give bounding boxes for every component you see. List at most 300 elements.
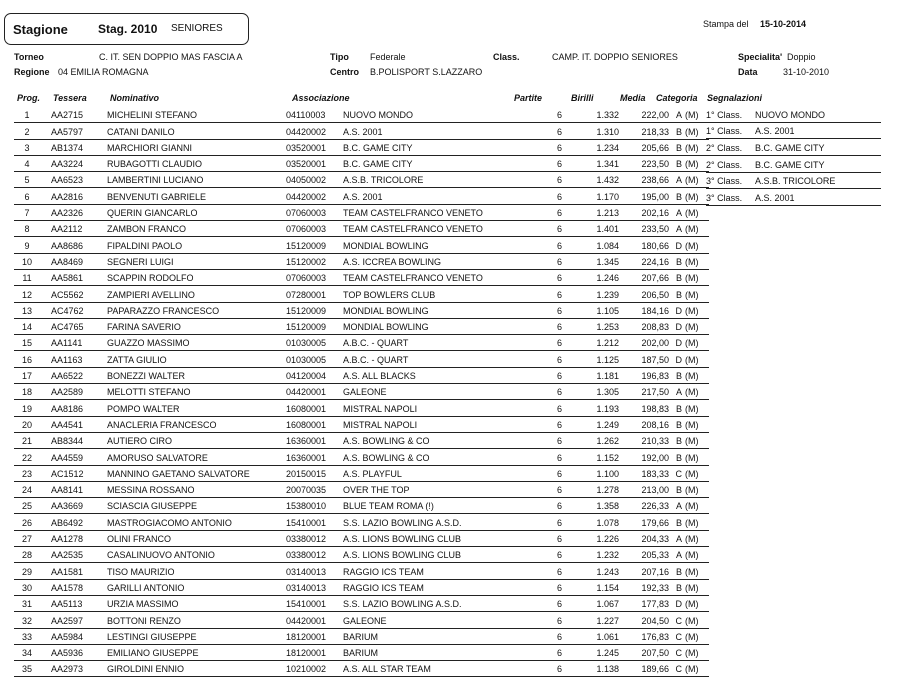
nominativo-cell: GUAZZO MASSIMO — [107, 335, 286, 351]
associazione-cell: MONDIAL BOWLING — [343, 302, 511, 318]
codice-cell: 04420001 — [286, 384, 343, 400]
segnalazioni-table — [706, 106, 881, 206]
birilli-cell: 1.245 — [566, 644, 626, 660]
categoria-cell: A — [669, 384, 685, 400]
categoria-cell: C — [669, 628, 685, 644]
associazione-cell: TEAM CASTELFRANCO VENETO — [343, 269, 511, 285]
nominativo-cell: RUBAGOTTI CLAUDIO — [107, 155, 286, 171]
media-cell: 233,50 — [626, 221, 669, 237]
table-row — [14, 400, 709, 416]
partite-cell: 6 — [511, 367, 566, 383]
partite-cell: 6 — [511, 269, 566, 285]
associazione-cell: MISTRAL NAPOLI — [343, 416, 511, 432]
table-row — [14, 155, 709, 171]
tessera-cell: AA2535 — [40, 547, 107, 563]
media-cell: 207,50 — [626, 644, 669, 660]
codice-cell: 07060003 — [286, 269, 343, 285]
codice-cell: 04420001 — [286, 612, 343, 628]
categoria-cell: B — [669, 188, 685, 204]
centro-label: Centro — [330, 67, 359, 77]
birilli-cell: 1.243 — [566, 563, 626, 579]
partite-cell: 6 — [511, 416, 566, 432]
prog-cell: 33 — [14, 628, 40, 644]
categoria-cell: A — [669, 498, 685, 514]
codice-cell: 04420002 — [286, 123, 343, 139]
media-cell: 180,66 — [626, 237, 669, 253]
nominativo-cell: MELOTTI STEFANO — [107, 384, 286, 400]
birilli-cell: 1.227 — [566, 612, 626, 628]
prog-cell: 12 — [14, 286, 40, 302]
associazione-cell: RAGGIO ICS TEAM — [343, 563, 511, 579]
tessera-cell: AB8344 — [40, 432, 107, 448]
partite-cell: 6 — [511, 432, 566, 448]
tessera-cell: AC4762 — [40, 302, 107, 318]
categoria-cell: C — [669, 465, 685, 481]
codice-cell: 15410001 — [286, 595, 343, 611]
col-media: Media — [620, 93, 646, 103]
prog-cell: 7 — [14, 204, 40, 220]
segnalazione-row — [706, 156, 881, 173]
tipo-value: Federale — [370, 52, 406, 62]
tessera-cell: AA2112 — [40, 221, 107, 237]
nominativo-cell: MARCHIORI GIANNI — [107, 139, 286, 155]
codice-cell: 20150015 — [286, 465, 343, 481]
partite-cell: 6 — [511, 188, 566, 204]
table-row — [14, 269, 709, 285]
media-cell: 208,16 — [626, 416, 669, 432]
torneo-label: Torneo — [14, 52, 44, 62]
segnalazione-class: 3° Class. — [706, 172, 755, 189]
sesso-cell: (M) — [685, 335, 709, 351]
segnalazione-team: A.S. 2001 — [755, 189, 881, 206]
season-label: Stagione — [13, 22, 68, 37]
segnalazione-row — [706, 172, 881, 189]
tessera-cell: AC4765 — [40, 318, 107, 334]
table-row — [14, 237, 709, 253]
segnalazione-row — [706, 189, 881, 206]
table-row — [14, 172, 709, 188]
segnalazione-team: A.S. 2001 — [755, 122, 881, 139]
tessera-cell: AA8186 — [40, 400, 107, 416]
sesso-cell: (M) — [685, 269, 709, 285]
sesso-cell: (M) — [685, 481, 709, 497]
col-segnalazioni: Segnalazioni — [707, 93, 763, 103]
table-row — [14, 188, 709, 204]
table-row — [14, 221, 709, 237]
associazione-cell: TOP BOWLERS CLUB — [343, 286, 511, 302]
regione-label: Regione — [14, 67, 50, 77]
categoria-cell: B — [669, 563, 685, 579]
partite-cell: 6 — [511, 612, 566, 628]
categoria-cell: B — [669, 400, 685, 416]
nominativo-cell: BENVENUTI GABRIELE — [107, 188, 286, 204]
prog-cell: 29 — [14, 563, 40, 579]
associazione-cell: A.B.C. - QUART — [343, 335, 511, 351]
categoria-cell: A — [669, 547, 685, 563]
categoria-cell: D — [669, 335, 685, 351]
associazione-cell: A.S. 2001 — [343, 123, 511, 139]
table-row — [14, 107, 709, 123]
categoria-cell: A — [669, 221, 685, 237]
table-row — [14, 595, 709, 611]
season-value: Stag. 2010 — [98, 22, 158, 36]
table-row — [14, 302, 709, 318]
partite-cell: 6 — [511, 400, 566, 416]
birilli-cell: 1.170 — [566, 188, 626, 204]
col-categoria: Categoria — [656, 93, 698, 103]
tessera-cell: AB6492 — [40, 514, 107, 530]
prog-cell: 14 — [14, 318, 40, 334]
associazione-cell: A.S. ALL BLACKS — [343, 367, 511, 383]
tessera-cell: AA2326 — [40, 204, 107, 220]
birilli-cell: 1.181 — [566, 367, 626, 383]
sesso-cell: (M) — [685, 286, 709, 302]
associazione-cell: BLUE TEAM ROMA (!) — [343, 498, 511, 514]
prog-cell: 26 — [14, 514, 40, 530]
media-cell: 183,33 — [626, 465, 669, 481]
ranking-table — [14, 107, 709, 677]
categoria-cell: D — [669, 237, 685, 253]
sesso-cell: (M) — [685, 155, 709, 171]
torneo-value: C. IT. SEN DOPPIO MAS FASCIA A — [99, 52, 243, 62]
nominativo-cell: BOTTONI RENZO — [107, 612, 286, 628]
nominativo-cell: QUERIN GIANCARLO — [107, 204, 286, 220]
segnalazione-team: NUOVO MONDO — [755, 106, 881, 122]
associazione-cell: A.B.C. - QUART — [343, 351, 511, 367]
partite-cell: 6 — [511, 155, 566, 171]
partite-cell: 6 — [511, 595, 566, 611]
birilli-cell: 1.213 — [566, 204, 626, 220]
codice-cell: 16360001 — [286, 449, 343, 465]
media-cell: 179,66 — [626, 514, 669, 530]
prog-cell: 10 — [14, 253, 40, 269]
sesso-cell: (M) — [685, 204, 709, 220]
table-row — [14, 139, 709, 155]
codice-cell: 03380012 — [286, 530, 343, 546]
associazione-cell: B.C. GAME CITY — [343, 139, 511, 155]
specialita-value: Doppio — [787, 52, 816, 62]
partite-cell: 6 — [511, 335, 566, 351]
nominativo-cell: LAMBERTINI LUCIANO — [107, 172, 286, 188]
associazione-cell: A.S. LIONS BOWLING CLUB — [343, 547, 511, 563]
media-cell: 204,33 — [626, 530, 669, 546]
sesso-cell: (M) — [685, 612, 709, 628]
associazione-cell: A.S. ALL STAR TEAM — [343, 661, 511, 677]
codice-cell: 04110003 — [286, 107, 343, 123]
partite-cell: 6 — [511, 172, 566, 188]
tessera-cell: AA1581 — [40, 563, 107, 579]
col-birilli: Birilli — [571, 93, 594, 103]
categoria-cell: B — [669, 253, 685, 269]
codice-cell: 15380010 — [286, 498, 343, 514]
nominativo-cell: PAPARAZZO FRANCESCO — [107, 302, 286, 318]
nominativo-cell: AMORUSO SALVATORE — [107, 449, 286, 465]
sesso-cell: (M) — [685, 628, 709, 644]
segnalazione-class: 1° Class. — [706, 106, 755, 122]
prog-cell: 25 — [14, 498, 40, 514]
table-row — [14, 384, 709, 400]
birilli-cell: 1.332 — [566, 107, 626, 123]
prog-cell: 35 — [14, 661, 40, 677]
nominativo-cell: ZAMBON FRANCO — [107, 221, 286, 237]
sesso-cell: (M) — [685, 302, 709, 318]
codice-cell: 03140013 — [286, 563, 343, 579]
birilli-cell: 1.100 — [566, 465, 626, 481]
tessera-cell: AA3224 — [40, 155, 107, 171]
partite-cell: 6 — [511, 498, 566, 514]
sesso-cell: (M) — [685, 563, 709, 579]
prog-cell: 3 — [14, 139, 40, 155]
categoria-cell: B — [669, 367, 685, 383]
sesso-cell: (M) — [685, 221, 709, 237]
associazione-cell: GALEONE — [343, 384, 511, 400]
birilli-cell: 1.246 — [566, 269, 626, 285]
partite-cell: 6 — [511, 204, 566, 220]
table-row — [14, 661, 709, 677]
media-cell: 192,33 — [626, 579, 669, 595]
data-value: 31-10-2010 — [783, 67, 830, 77]
birilli-cell: 1.084 — [566, 237, 626, 253]
prog-cell: 28 — [14, 547, 40, 563]
prog-cell: 27 — [14, 530, 40, 546]
table-row — [14, 547, 709, 563]
categoria-cell: B — [669, 481, 685, 497]
codice-cell: 15120009 — [286, 302, 343, 318]
partite-cell: 6 — [511, 384, 566, 400]
birilli-cell: 1.358 — [566, 498, 626, 514]
nominativo-cell: TISO MAURIZIO — [107, 563, 286, 579]
sesso-cell: (M) — [685, 498, 709, 514]
codice-cell: 15120009 — [286, 237, 343, 253]
partite-cell: 6 — [511, 237, 566, 253]
segnalazione-team: A.S.B. TRICOLORE — [755, 172, 881, 189]
sesso-cell: (M) — [685, 449, 709, 465]
nominativo-cell: MASTROGIACOMO ANTONIO — [107, 514, 286, 530]
media-cell: 207,66 — [626, 269, 669, 285]
partite-cell: 6 — [511, 351, 566, 367]
table-row — [14, 465, 709, 481]
prog-cell: 13 — [14, 302, 40, 318]
birilli-cell: 1.278 — [566, 481, 626, 497]
tessera-cell: AA5797 — [40, 123, 107, 139]
partite-cell: 6 — [511, 107, 566, 123]
prog-cell: 11 — [14, 269, 40, 285]
associazione-cell: S.S. LAZIO BOWLING A.S.D. — [343, 595, 511, 611]
codice-cell: 03140013 — [286, 579, 343, 595]
table-row — [14, 579, 709, 595]
sesso-cell: (M) — [685, 172, 709, 188]
media-cell: 198,83 — [626, 400, 669, 416]
sesso-cell: (M) — [685, 237, 709, 253]
sesso-cell: (M) — [685, 530, 709, 546]
media-cell: 210,33 — [626, 432, 669, 448]
partite-cell: 6 — [511, 139, 566, 155]
media-cell: 187,50 — [626, 351, 669, 367]
prog-cell: 9 — [14, 237, 40, 253]
nominativo-cell: OLINI FRANCO — [107, 530, 286, 546]
nominativo-cell: SCIASCIA GIUSEPPE — [107, 498, 286, 514]
prog-cell: 15 — [14, 335, 40, 351]
categoria-cell: B — [669, 155, 685, 171]
data-label: Data — [738, 67, 758, 77]
categoria-cell: A — [669, 172, 685, 188]
tessera-cell: AC5562 — [40, 286, 107, 302]
birilli-cell: 1.253 — [566, 318, 626, 334]
associazione-cell: S.S. LAZIO BOWLING A.S.D. — [343, 514, 511, 530]
class-value: CAMP. IT. DOPPIO SENIORES — [552, 52, 678, 62]
associazione-cell: BARIUM — [343, 644, 511, 660]
segnalazione-row — [706, 106, 881, 122]
partite-cell: 6 — [511, 123, 566, 139]
prog-cell: 17 — [14, 367, 40, 383]
table-row — [14, 367, 709, 383]
associazione-cell: MONDIAL BOWLING — [343, 237, 511, 253]
prog-cell: 6 — [14, 188, 40, 204]
partite-cell: 6 — [511, 318, 566, 334]
codice-cell: 18120001 — [286, 644, 343, 660]
table-row — [14, 498, 709, 514]
prog-cell: 5 — [14, 172, 40, 188]
table-row — [14, 123, 709, 139]
categoria-cell: A — [669, 204, 685, 220]
prog-cell: 4 — [14, 155, 40, 171]
codice-cell: 10210002 — [286, 661, 343, 677]
table-row — [14, 530, 709, 546]
media-cell: 206,50 — [626, 286, 669, 302]
partite-cell: 6 — [511, 253, 566, 269]
codice-cell: 01030005 — [286, 335, 343, 351]
associazione-cell: A.S.B. TRICOLORE — [343, 172, 511, 188]
table-row — [14, 563, 709, 579]
birilli-cell: 1.249 — [566, 416, 626, 432]
categoria-cell: C — [669, 644, 685, 660]
associazione-cell: TEAM CASTELFRANCO VENETO — [343, 204, 511, 220]
nominativo-cell: MANNINO GAETANO SALVATORE — [107, 465, 286, 481]
categoria-cell: D — [669, 302, 685, 318]
table-row — [14, 335, 709, 351]
segnalazione-row — [706, 122, 881, 139]
media-cell: 195,00 — [626, 188, 669, 204]
birilli-cell: 1.262 — [566, 432, 626, 448]
partite-cell: 6 — [511, 465, 566, 481]
nominativo-cell: LESTINGI GIUSEPPE — [107, 628, 286, 644]
tessera-cell: AA1141 — [40, 335, 107, 351]
birilli-cell: 1.234 — [566, 139, 626, 155]
codice-cell: 20070035 — [286, 481, 343, 497]
codice-cell: 04120004 — [286, 367, 343, 383]
tessera-cell: AA2816 — [40, 188, 107, 204]
media-cell: 223,50 — [626, 155, 669, 171]
media-cell: 205,66 — [626, 139, 669, 155]
col-nominativo: Nominativo — [110, 93, 160, 103]
media-cell: 208,83 — [626, 318, 669, 334]
table-row — [14, 481, 709, 497]
media-cell: 204,50 — [626, 612, 669, 628]
media-cell: 196,83 — [626, 367, 669, 383]
class-label: Class. — [493, 52, 520, 62]
sesso-cell: (M) — [685, 139, 709, 155]
birilli-cell: 1.212 — [566, 335, 626, 351]
media-cell: 189,66 — [626, 661, 669, 677]
prog-cell: 22 — [14, 449, 40, 465]
prog-cell: 2 — [14, 123, 40, 139]
prog-cell: 16 — [14, 351, 40, 367]
table-row — [14, 253, 709, 269]
partite-cell: 6 — [511, 302, 566, 318]
categoria-cell: B — [669, 139, 685, 155]
nominativo-cell: ANACLERIA FRANCESCO — [107, 416, 286, 432]
birilli-cell: 1.078 — [566, 514, 626, 530]
nominativo-cell: MICHELINI STEFANO — [107, 107, 286, 123]
categoria-cell: D — [669, 595, 685, 611]
codice-cell: 04050002 — [286, 172, 343, 188]
partite-cell: 6 — [511, 579, 566, 595]
prog-cell: 23 — [14, 465, 40, 481]
codice-cell: 16080001 — [286, 416, 343, 432]
nominativo-cell: SEGNERI LUIGI — [107, 253, 286, 269]
sesso-cell: (M) — [685, 107, 709, 123]
media-cell: 213,00 — [626, 481, 669, 497]
birilli-cell: 1.305 — [566, 384, 626, 400]
tipo-label: Tipo — [330, 52, 349, 62]
specialita-label: Specialita' — [738, 52, 783, 62]
categoria-cell: B — [669, 579, 685, 595]
birilli-cell: 1.239 — [566, 286, 626, 302]
prog-cell: 20 — [14, 416, 40, 432]
codice-cell: 03380012 — [286, 547, 343, 563]
nominativo-cell: CATANI DANILO — [107, 123, 286, 139]
table-row — [14, 204, 709, 220]
tessera-cell: AC1512 — [40, 465, 107, 481]
partite-cell: 6 — [511, 481, 566, 497]
media-cell: 218,33 — [626, 123, 669, 139]
table-row — [14, 432, 709, 448]
associazione-cell: A.S. LIONS BOWLING CLUB — [343, 530, 511, 546]
sesso-cell: (M) — [685, 514, 709, 530]
prog-cell: 31 — [14, 595, 40, 611]
regione-value: 04 EMILIA ROMAGNA — [58, 67, 149, 77]
ranking-table-body — [14, 107, 709, 677]
centro-value: B.POLISPORT S.LAZZARO — [370, 67, 483, 77]
tessera-cell: AA2715 — [40, 107, 107, 123]
codice-cell: 07280001 — [286, 286, 343, 302]
col-associazione: Associazione — [292, 93, 350, 103]
tessera-cell: AA8141 — [40, 481, 107, 497]
prog-cell: 1 — [14, 107, 40, 123]
table-row — [14, 416, 709, 432]
codice-cell: 04420002 — [286, 188, 343, 204]
nominativo-cell: POMPO WALTER — [107, 400, 286, 416]
sesso-cell: (M) — [685, 595, 709, 611]
media-cell: 238,66 — [626, 172, 669, 188]
sesso-cell: (M) — [685, 253, 709, 269]
col-tessera: Tessera — [53, 93, 87, 103]
categoria-cell: D — [669, 318, 685, 334]
table-row — [14, 351, 709, 367]
tessera-cell: AA4559 — [40, 449, 107, 465]
associazione-cell: A.S. 2001 — [343, 188, 511, 204]
associazione-cell: A.S. BOWLING & CO — [343, 432, 511, 448]
categoria-cell: B — [669, 416, 685, 432]
season-category: SENIORES — [171, 23, 223, 34]
sesso-cell: (M) — [685, 579, 709, 595]
segnalazione-class: 3° Class. — [706, 189, 755, 206]
tessera-cell: AA5936 — [40, 644, 107, 660]
col-prog: Prog. — [17, 93, 41, 103]
nominativo-cell: GIROLDINI ENNIO — [107, 661, 286, 677]
media-cell: 207,16 — [626, 563, 669, 579]
print-label: Stampa del — [703, 19, 749, 29]
